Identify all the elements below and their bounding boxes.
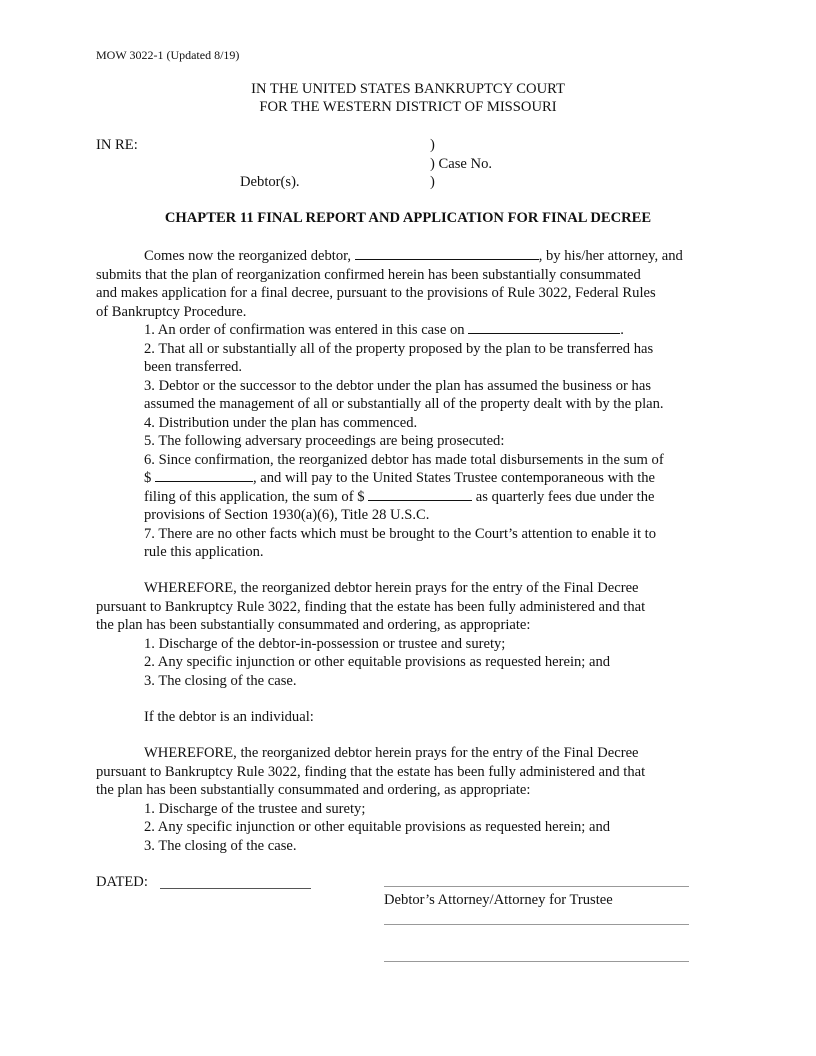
wherefore-item: 3. The closing of the case. bbox=[144, 672, 297, 689]
attorney-signature-line[interactable] bbox=[384, 886, 689, 887]
wherefore-item: 1. Discharge of the trustee and surety; bbox=[144, 800, 366, 817]
signature-label: Debtor’s Attorney/Attorney for Trustee bbox=[384, 892, 613, 908]
document-title: CHAPTER 11 FINAL REPORT AND APPLICATION FOR FINAL DECREE bbox=[164, 210, 652, 226]
court-name-line1: IN THE UNITED STATES BANKRUPTCY COURT bbox=[251, 81, 565, 97]
wherefore-item: 2. Any specific injunction or other equitable provisions as requested herein; and bbox=[144, 654, 611, 670]
intro-text: and makes application for a final decree, pursuant to the provisions of Rule 3022, Federal Rules bbox=[96, 285, 656, 301]
individual-debtor-heading: If the debtor is an individual: bbox=[144, 709, 314, 725]
wherefore-item: 1. Discharge of the debtor-in-possession or trustee and surety; bbox=[144, 635, 506, 652]
item-3-text: 3. Debtor or the successor to the debtor under the plan has assumed the business or has bbox=[144, 377, 652, 394]
date-signature-line[interactable] bbox=[160, 888, 311, 889]
item-4-text: 4. Distribution under the plan has commenced. bbox=[144, 414, 418, 431]
item-6-text: 6. Since confirmation, the reorganized debtor has made total disbursements in the sum of bbox=[144, 451, 664, 468]
case-number-label: ) Case No. bbox=[430, 156, 493, 172]
caption-paren: ) bbox=[430, 174, 435, 190]
item-1-text: . bbox=[620, 322, 624, 338]
item-7-text: rule this application. bbox=[144, 544, 264, 560]
intro-text: Comes now the reorganized debtor, bbox=[144, 248, 355, 264]
item-6-text: as quarterly fees due under the bbox=[472, 488, 655, 505]
item-5-text: 5. The following adversary proceedings are being prosecuted: bbox=[144, 433, 505, 449]
wherefore-paragraph-2 bbox=[96, 744, 720, 855]
wherefore-text: WHEREFORE, the reorganized debtor herein prays for the entry of the Final Decree bbox=[144, 745, 639, 761]
item-2-text: been transferred. bbox=[144, 359, 243, 375]
item-6-text: filing of this application, the sum of $ bbox=[144, 488, 369, 505]
intro-text: of Bankruptcy Procedure. bbox=[96, 303, 247, 320]
intro-paragraph bbox=[96, 247, 720, 562]
court-name-line2: FOR THE WESTERN DISTRICT OF MISSOURI bbox=[259, 99, 557, 115]
debtor-name-blank[interactable] bbox=[355, 247, 539, 260]
intro-text: , by his/her attorney, and bbox=[538, 248, 683, 264]
signature-line-2[interactable] bbox=[384, 924, 689, 925]
item-6-text: , and will pay to the United States Trustee contemporaneous with the bbox=[252, 470, 656, 486]
signature-line-3[interactable] bbox=[384, 961, 689, 962]
dated-label: DATED: bbox=[96, 874, 148, 890]
disbursements-amount-blank[interactable] bbox=[155, 469, 253, 482]
item-7-text: 7. There are no other facts which must be brought to the Court’s attention to enable it to bbox=[144, 525, 657, 542]
wherefore-text: pursuant to Bankruptcy Rule 3022, finding that the estate has been fully administered and that bbox=[96, 598, 646, 615]
wherefore-item: 3. The closing of the case. bbox=[144, 837, 297, 854]
quarterly-fees-amount-blank[interactable] bbox=[368, 488, 472, 501]
confirmation-date-blank[interactable] bbox=[468, 321, 620, 334]
wherefore-item: 2. Any specific injunction or other equitable provisions as requested herein; and bbox=[144, 819, 611, 835]
intro-text: submits that the plan of reorganization confirmed herein has been substantially consummated bbox=[96, 266, 641, 283]
item-1-text: 1. An order of confirmation was entered in this case on bbox=[144, 322, 469, 338]
wherefore-text: the plan has been substantially consummated and ordering, as appropriate: bbox=[96, 782, 531, 798]
debtors-label: Debtor(s). bbox=[240, 174, 300, 190]
wherefore-text: the plan has been substantially consummated and ordering, as appropriate: bbox=[96, 617, 531, 633]
form-number: MOW 3022-1 (Updated 8/19) bbox=[96, 48, 240, 62]
wherefore-text: pursuant to Bankruptcy Rule 3022, finding that the estate has been fully administered and that bbox=[96, 763, 646, 780]
wherefore-paragraph-1 bbox=[96, 579, 720, 690]
item-6-text: provisions of Section 1930(a)(6), Title 28 U.S.C. bbox=[144, 507, 430, 523]
item-6-text: $ bbox=[144, 470, 155, 486]
wherefore-text: WHEREFORE, the reorganized debtor herein prays for the entry of the Final Decree bbox=[144, 580, 639, 596]
item-2-text: 2. That all or substantially all of the property proposed by the plan to be transferred has bbox=[144, 340, 654, 357]
item-3-text: assumed the management of all or substantially all of the property dealt with by the plan. bbox=[144, 396, 664, 412]
caption-paren: ) bbox=[430, 137, 435, 153]
in-re-label: IN RE: bbox=[96, 137, 138, 153]
